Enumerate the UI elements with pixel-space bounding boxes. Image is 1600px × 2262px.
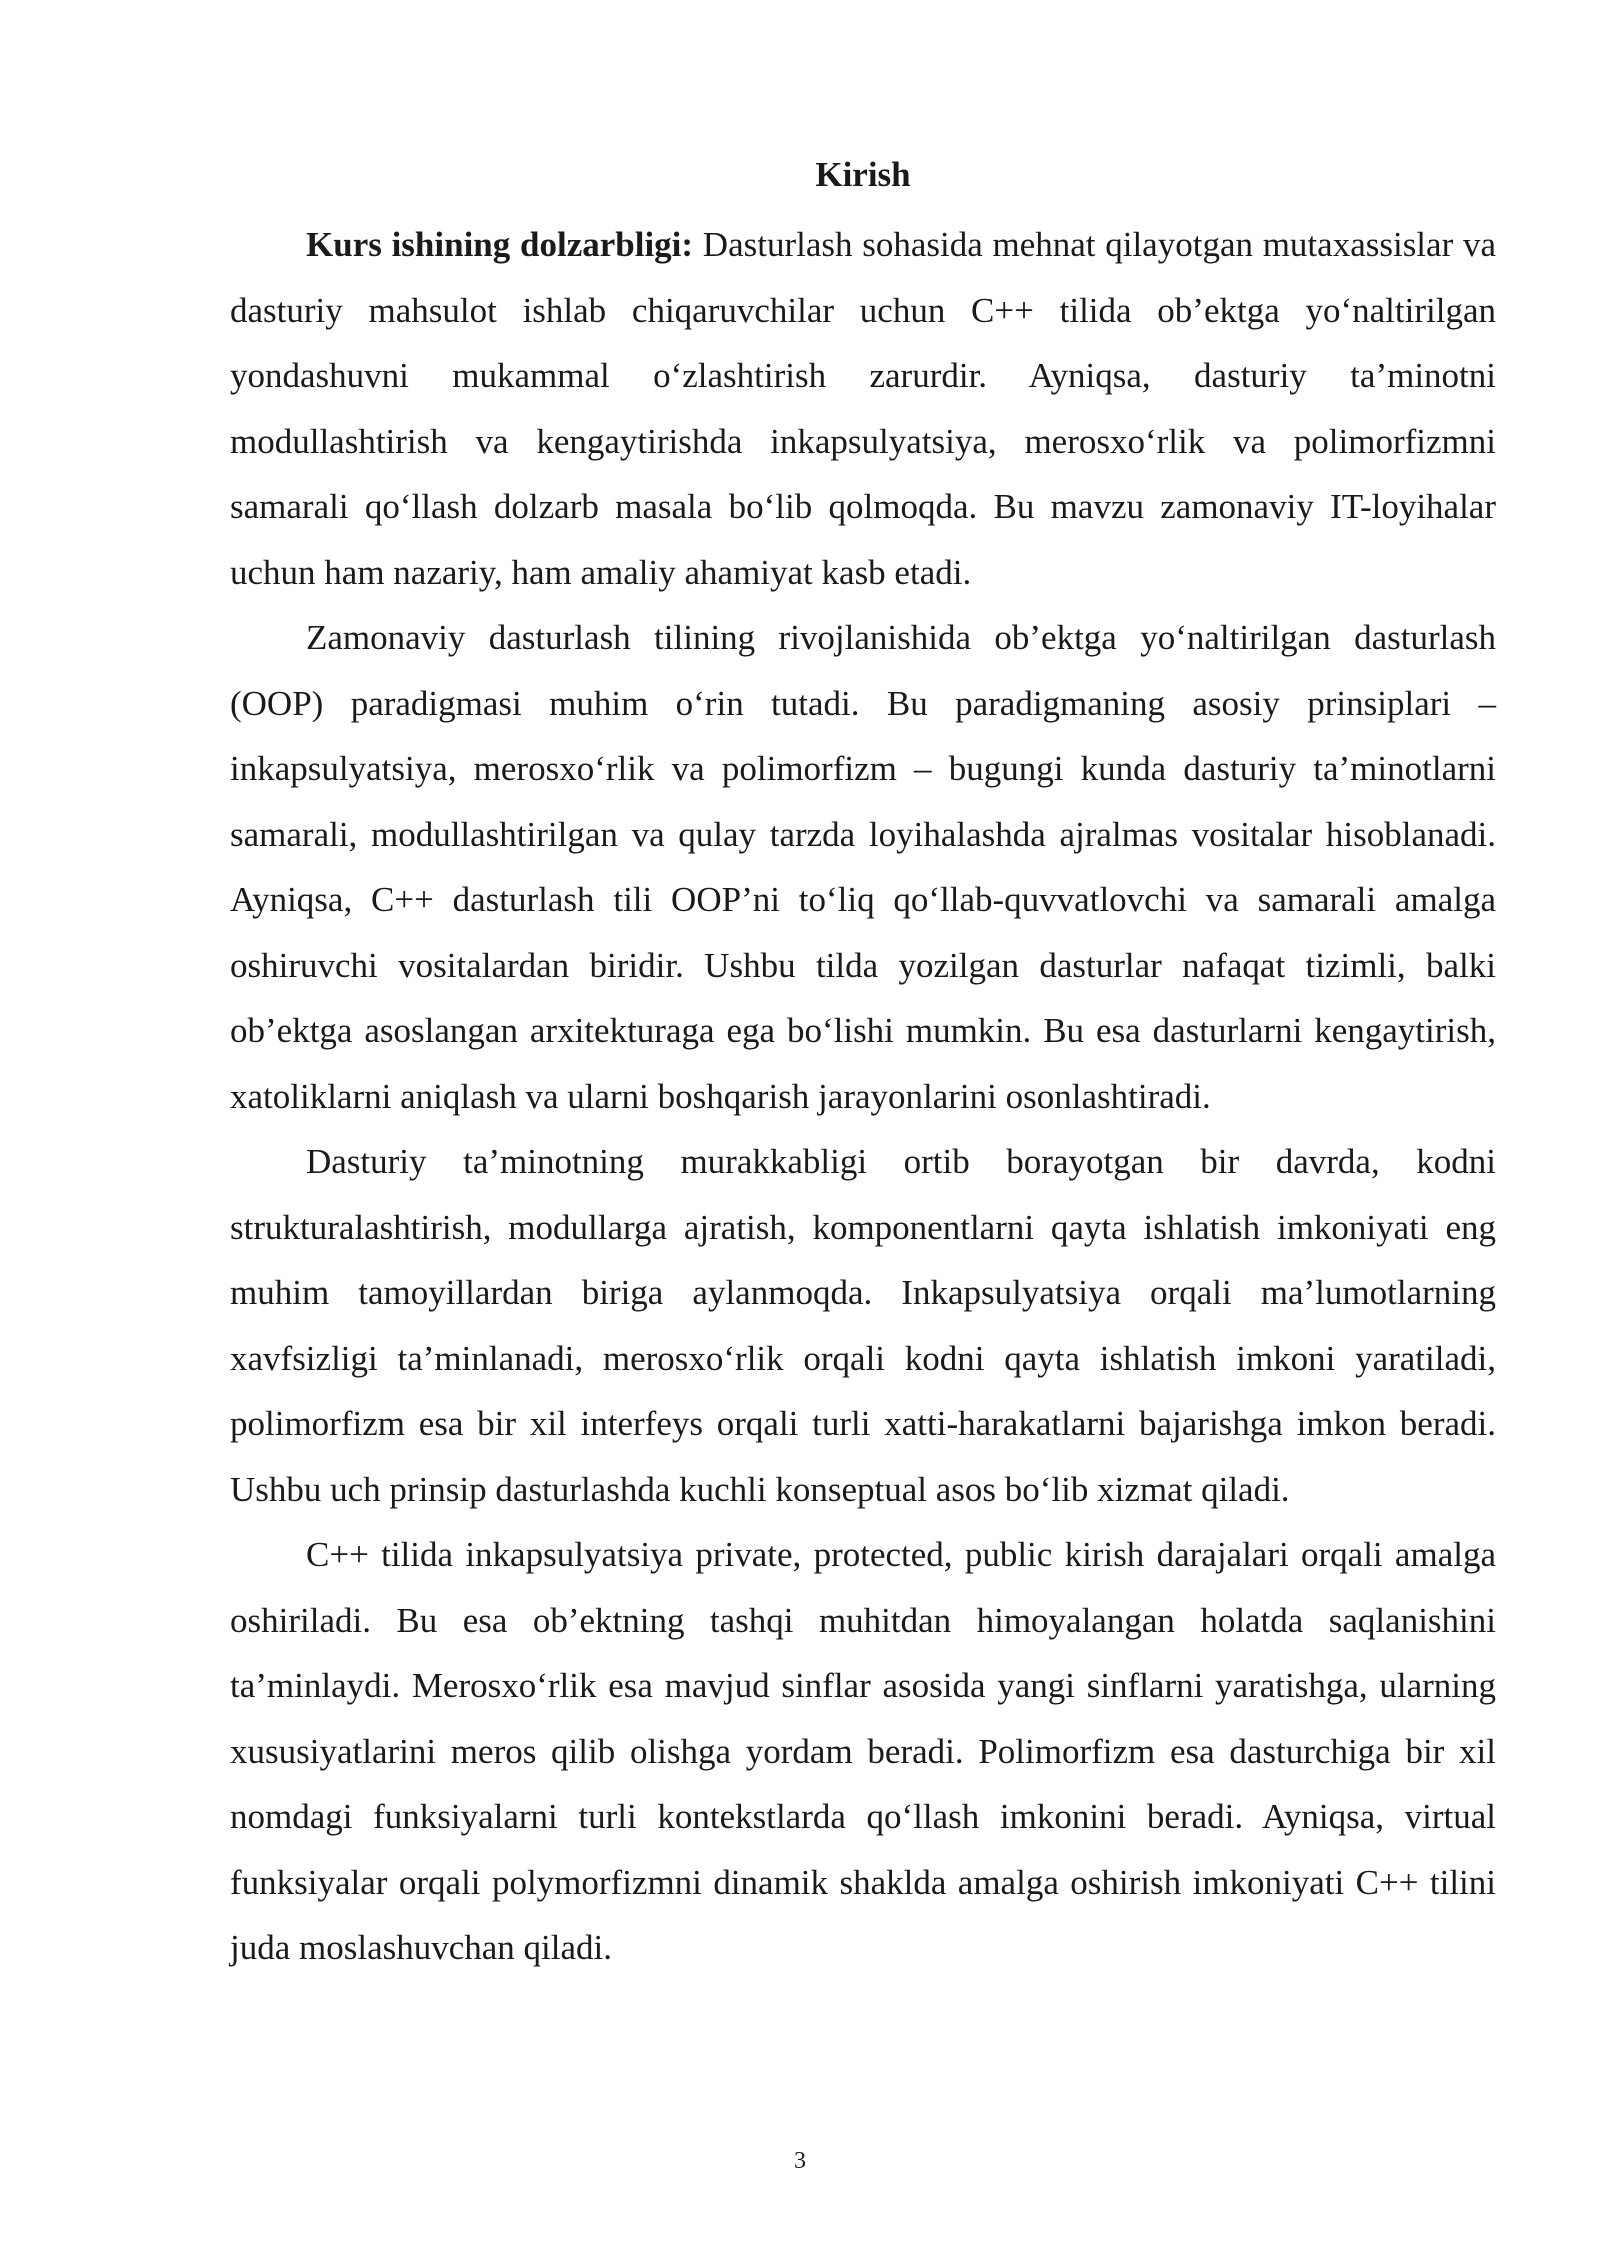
section-title: Kirish bbox=[815, 155, 911, 194]
page-number: 3 bbox=[794, 2148, 806, 2174]
paragraph-lead: Kurs ishining dolzarbligi: bbox=[306, 225, 694, 264]
paragraph-text: Dasturlash sohasida mehnat qilayotgan mutaxassislar va dasturiy mahsulot ishlab chiqaruvchilar uchun C++ tilida ob’ektga yo‘naltirilgan yondashuvni mukammal o‘zlashtirish zarurdir. Ayniqsa, dasturiy ta’minotni modullashtirish va kengaytirishda inkapsulyatsiya, merosxo‘rlik va polimorfizmni samarali qo‘llash dolzarb masala bo‘lib qolmoqda. Bu mavzu zamonaviy IT-loyihalar uchun ham nazariy, ham amaliy ahamiyat kasb etadi. bbox=[230, 225, 1496, 592]
document-page bbox=[230, 148, 1496, 1981]
paragraph-complexity: Dasturiy ta’minotning murakkabligi ortib borayotgan bir davrda, kodni strukturalashtirish, modullarga ajratish, komponentlarni qayta ishlatish imkoniyati eng muhim tamoyillardan biriga aylanmoqda. Inkapsulyatsiya orqali ma’lumotlarning xavfsizligi ta’minlanadi, merosxo‘rlik orqali kodni qayta ishlatish imkoni yaratiladi, polimorfizm esa bir xil interfeys orqali turli xatti-harakatlarni bajarishga imkon beradi. Ushbu uch prinsip dasturlashda kuchli konseptual asos bo‘lib xizmat qiladi. bbox=[230, 1142, 1496, 1509]
paragraph-relevance bbox=[230, 212, 1496, 605]
paragraph-cpp-features: C++ tilida inkapsulyatsiya private, protected, public kirish darajalari orqali amalga oshiriladi. Bu esa ob’ektning tashqi muhitdan himoyalangan holatda saqlanishini ta’minlaydi. Merosxo‘rlik esa mavjud sinflar asosida yangi sinflarni yaratishga, ularning xususiyatlarini meros qilib olishga yordam beradi. Polimorfizm esa dasturchiga bir xil nomdagi funksiyalarni turli kontekstlarda qo‘llash imkonini beradi. Ayniqsa, virtual funksiyalar orqali polymorfizmni dinamik shaklda amalga oshirish imkoniyati C++ tilini juda moslashuvchan qiladi. bbox=[230, 1535, 1496, 1967]
paragraph-oop: Zamonaviy dasturlash tilining rivojlanishida ob’ektga yo‘naltirilgan dasturlash (OOP) paradigmasi muhim o‘rin tutadi. Bu paradigmaning asosiy prinsiplari – inkapsulyatsiya, merosxo‘rlik va polimorfizm – bugungi kunda dasturiy ta’minotlarni samarali, modullashtirilgan va qulay tarzda loyihalashda ajralmas vositalar hisoblanadi. Ayniqsa, C++ dasturlash tili OOP’ni to‘liq qo‘llab-quvvatlovchi va samarali amalga oshiruvchi vositalardan biridir. Ushbu tilda yozilgan dasturlar nafaqat tizimli, balki ob’ektga asoslangan arxitekturaga ega bo‘lishi mumkin. Bu esa dasturlarni kengaytirish, xatoliklarni aniqlash va ularni boshqarish jarayonlarini osonlashtiradi. bbox=[230, 618, 1496, 1116]
